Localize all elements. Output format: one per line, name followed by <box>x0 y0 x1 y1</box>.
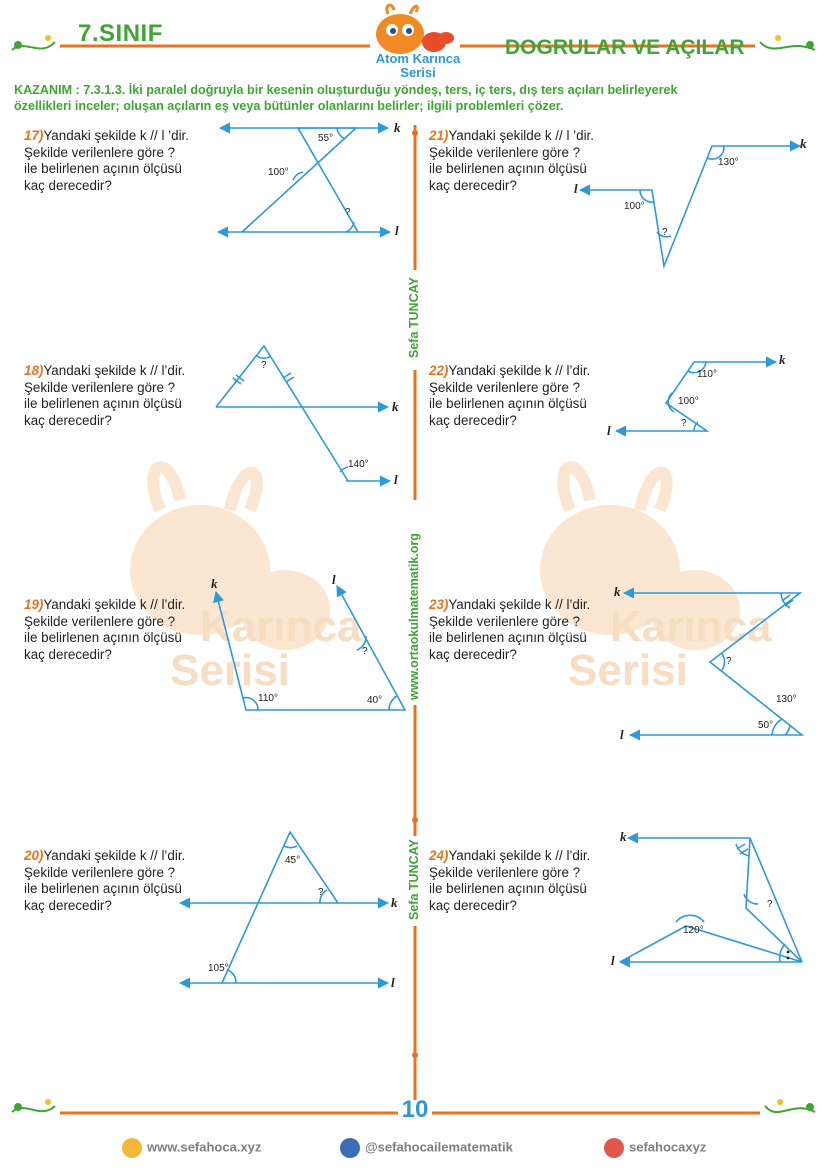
question-number: 19) <box>24 597 44 612</box>
footer-website-text: www.sefahoca.xyz <box>147 1139 262 1155</box>
question-line: ile belirlenen açının ölçüsü <box>24 161 182 176</box>
question-line: Şekilde verilenlere göre ? <box>24 613 176 629</box>
figure-19 <box>216 586 405 710</box>
question-line: Yandaki şekilde k // l’dir. <box>43 597 186 612</box>
question-line: kaç derecedir? <box>429 177 517 193</box>
question-line: Şekilde verilenlere göre ? <box>24 379 176 395</box>
question-line: Yandaki şekilde k // l’dir. <box>448 363 591 378</box>
angle-label: 140° <box>348 459 369 470</box>
logo-line1: Atom Karınca <box>375 51 461 66</box>
angle-label: 130° <box>776 694 797 705</box>
footer-youtube-text: sefahocaxyz <box>629 1139 707 1155</box>
angle-label: 130° <box>718 157 739 168</box>
label-k: k <box>392 399 399 414</box>
angle-label: 40° <box>367 695 383 706</box>
question-line: ile belirlenen açının ölçüsü <box>24 881 182 896</box>
objective-line2: özellikleri inceler; oluşan açıların eş veya bütünler olanlarını belirler; ilgili problemleri çözer. <box>14 99 564 113</box>
label-l: l <box>394 472 398 487</box>
label-l: l <box>332 572 336 587</box>
watermark-left-line1: Karınca <box>200 602 362 651</box>
angle-label: 45° <box>285 855 301 866</box>
question-line: kaç derecedir? <box>24 177 112 193</box>
topic-title: DOGRULAR VE AÇILAR <box>505 36 745 59</box>
question-number: 22) <box>429 363 449 378</box>
figure-24 <box>620 838 802 962</box>
question-line: kaç derecedir? <box>429 646 517 662</box>
question-line: ile belirlenen açının ölçüsü <box>24 630 182 645</box>
unknown-angle-label: ? <box>726 656 732 667</box>
question-line: Yandaki şekilde k // l’dir. <box>43 363 186 378</box>
question-line: kaç derecedir? <box>24 646 112 662</box>
question-number: 24) <box>429 848 449 863</box>
figure-20 <box>180 832 388 983</box>
angle-label: 110° <box>697 369 717 380</box>
question-line: kaç derecedir? <box>24 897 112 913</box>
watermark-left-line2: Serisi <box>170 646 290 695</box>
angle-label: 100° <box>624 201 645 212</box>
question-line: Şekilde verilenlere göre ? <box>24 864 176 880</box>
question-number: 18) <box>24 363 44 378</box>
question-line: kaç derecedir? <box>24 412 112 428</box>
angle-label: 50° <box>758 720 774 731</box>
figure-17 <box>218 128 390 232</box>
unknown-angle-label: ? <box>261 360 267 371</box>
question-line: kaç derecedir? <box>429 897 517 913</box>
watermark-right-line2: Serisi <box>568 646 688 695</box>
figure-23 <box>624 593 802 735</box>
label-l: l <box>620 727 624 742</box>
label-l: l <box>611 953 615 968</box>
website-vertical: www.ortaokulmatematik.org <box>407 533 421 700</box>
label-l: l <box>607 423 611 438</box>
label-k: k <box>779 352 786 367</box>
footer-facebook[interactable] <box>340 1138 513 1158</box>
angle-label: 120° <box>683 925 704 936</box>
question-line: Yandaki şekilde k // l ’dir. <box>43 128 189 143</box>
question-line: ile belirlenen açının ölçüsü <box>429 396 587 411</box>
author-top: Sefa TUNCAY <box>407 277 421 358</box>
rss-icon <box>122 1138 142 1158</box>
label-l: l <box>574 181 578 196</box>
footer-website[interactable] <box>122 1138 261 1158</box>
logo-line2: Serisi <box>400 65 436 80</box>
question-line: Şekilde verilenlere göre ? <box>24 144 176 160</box>
unknown-angle-label: ? <box>362 646 368 657</box>
question-line: ile belirlenen açının ölçüsü <box>429 161 587 176</box>
question-line: Şekilde verilenlere göre ? <box>429 144 581 160</box>
angle-label: 100° <box>678 396 699 407</box>
angle-label: 110° <box>258 693 278 704</box>
question-line: Yandaki şekilde k // l ’dir. <box>448 128 594 143</box>
unknown-angle-label: ? <box>681 418 687 429</box>
question-line: Yandaki şekilde k // l’dir. <box>448 848 591 863</box>
question-line: Şekilde verilenlere göre ? <box>429 864 581 880</box>
question-line: ile belirlenen açının ölçüsü <box>24 396 182 411</box>
unknown-angle-label: ? <box>345 207 351 218</box>
facebook-icon <box>340 1138 360 1158</box>
page-number: 10 <box>401 1096 429 1123</box>
label-l: l <box>395 223 399 238</box>
objective-line1: KAZANIM : 7.3.1.3. İki paralel doğruyla bir kesenin oluşturduğu yöndeş, ters, iç ters, dış ters açıları belirleyerek <box>14 83 678 97</box>
question-line: ile belirlenen açının ölçüsü <box>429 881 587 896</box>
question-number: 23) <box>429 597 449 612</box>
unknown-angle-label: ? <box>767 899 773 910</box>
question-line: Şekilde verilenlere göre ? <box>429 613 581 629</box>
watermark-right-line1: Karınca <box>610 602 772 651</box>
grade-title: 7.SINIF <box>78 20 163 47</box>
label-k: k <box>620 829 627 844</box>
question-number: 17) <box>24 128 44 143</box>
angle-label: 105° <box>208 963 229 974</box>
youtube-icon <box>604 1138 624 1158</box>
author-bottom: Sefa TUNCAY <box>407 839 421 920</box>
label-k: k <box>614 584 621 599</box>
label-k: k <box>394 120 401 135</box>
angle-label: 100° <box>268 167 289 178</box>
label-k: k <box>391 895 398 910</box>
question-line: Şekilde verilenlere göre ? <box>429 379 581 395</box>
vine-right-icon <box>765 1099 815 1112</box>
label-l: l <box>391 975 395 990</box>
question-number: 20) <box>24 848 44 863</box>
figure-22 <box>616 362 776 431</box>
figure-21 <box>580 146 800 266</box>
footer-youtube[interactable] <box>604 1138 706 1158</box>
vine-left-icon <box>12 1099 55 1112</box>
question-line: Yandaki şekilde k // l’dir. <box>448 597 591 612</box>
question-line: ile belirlenen açının ölçüsü <box>429 630 587 645</box>
question-line: Yandaki şekilde k // l’dir. <box>43 848 186 863</box>
question-line: kaç derecedir? <box>429 412 517 428</box>
unknown-angle-label: ? <box>318 887 324 898</box>
figure-18 <box>216 346 390 481</box>
angle-label: 55° <box>318 133 334 144</box>
footer-facebook-text: @sefahocailematematik <box>365 1139 513 1155</box>
label-k: k <box>211 576 218 591</box>
label-k: k <box>800 136 807 151</box>
question-number: 21) <box>429 128 449 143</box>
unknown-angle-label: ? <box>662 227 668 238</box>
